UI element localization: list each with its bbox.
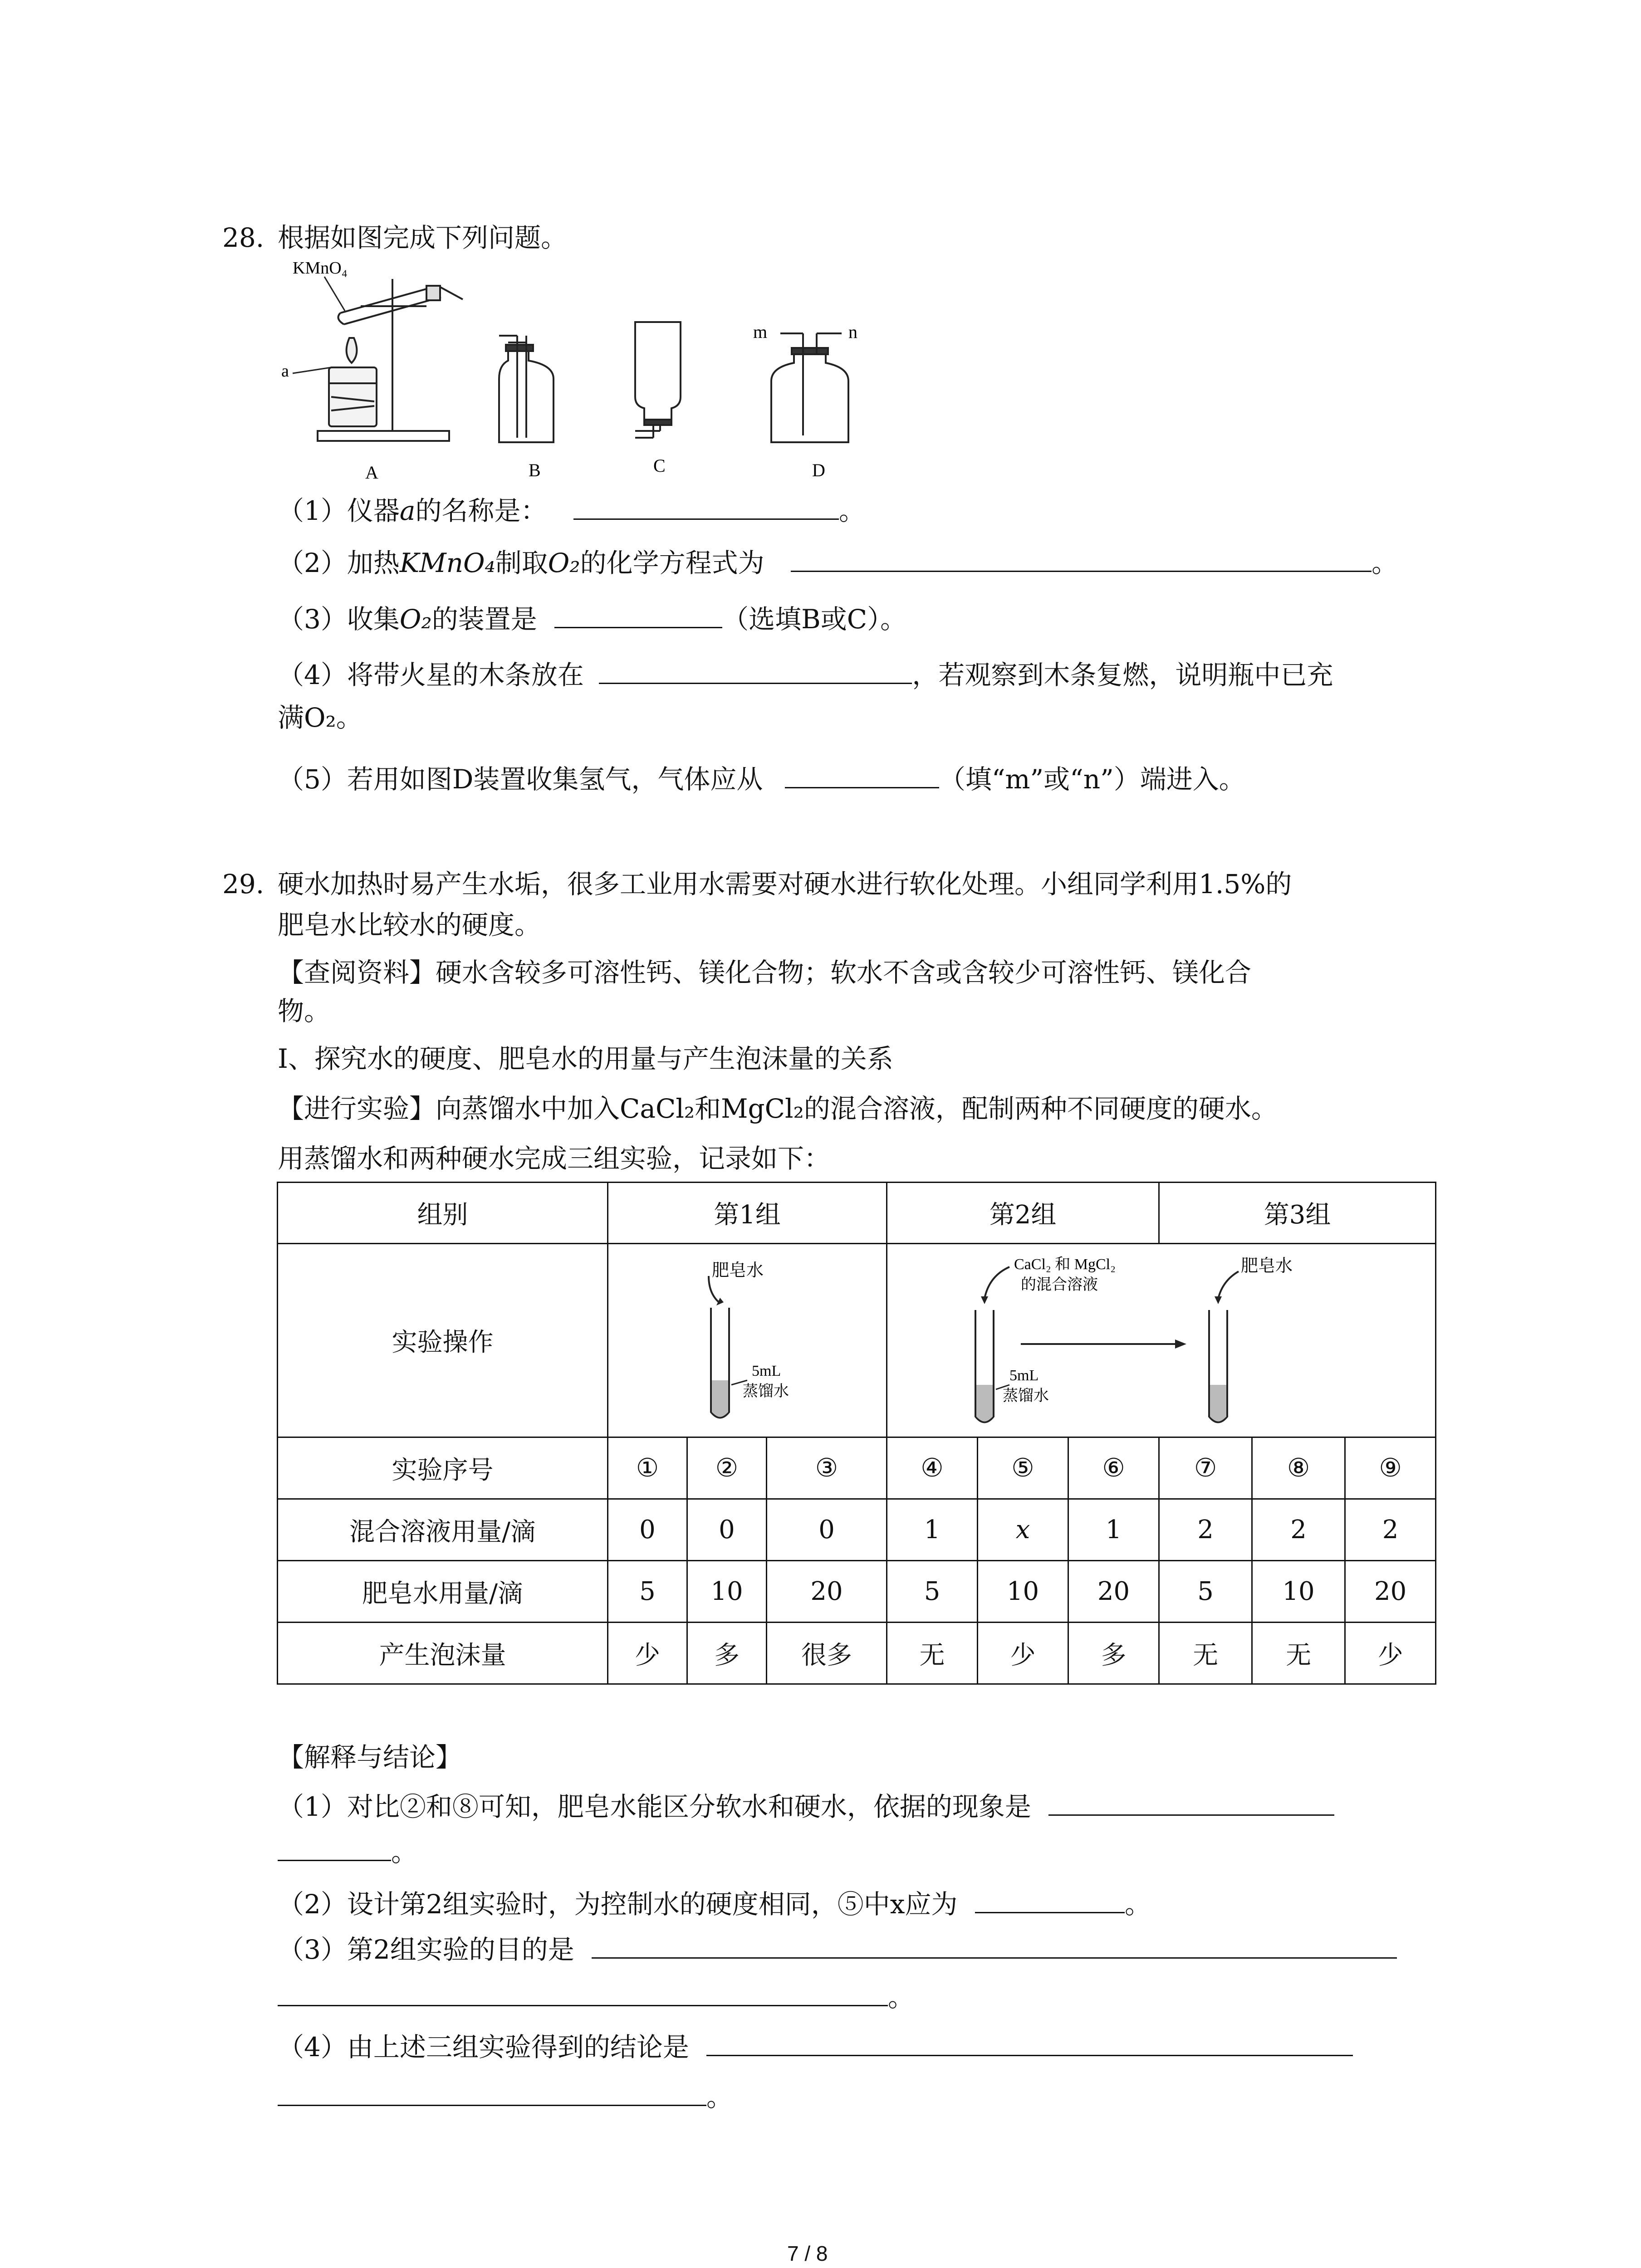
- q28-item-4-cont: 满O₂。: [278, 702, 362, 733]
- q29-conclusion-3-cont: 。: [278, 1982, 914, 2010]
- cell: 1: [887, 1499, 978, 1561]
- operation-group-1: [608, 1244, 887, 1437]
- cell: 10: [687, 1561, 767, 1623]
- cell: 2: [1252, 1499, 1345, 1561]
- apparatus-a: [318, 279, 463, 441]
- cell: 多: [1068, 1623, 1159, 1684]
- apparatus-d: [771, 333, 848, 442]
- cell: ②: [687, 1437, 767, 1499]
- instrument-a-label: a: [281, 362, 289, 381]
- cell: ⑧: [1252, 1437, 1345, 1499]
- cell: 0: [608, 1499, 687, 1561]
- cell: 5: [1159, 1561, 1252, 1623]
- cell: 20: [1345, 1561, 1436, 1623]
- operation-group-2-3: [887, 1244, 1436, 1437]
- q29-conclusion-4: （4）由上述三组实验得到的结论是: [278, 2032, 1353, 2060]
- q28-item-1: （1）仪器a的名称是： 。: [278, 495, 865, 526]
- q29-number: 29.: [222, 869, 265, 899]
- q29-conclusion-3: （3）第2组实验的目的是: [278, 1935, 1397, 1963]
- blank-c1[interactable]: [1048, 1792, 1334, 1816]
- cell-x: x: [978, 1499, 1068, 1561]
- experiment-table: [277, 1182, 1436, 1685]
- blank-2[interactable]: [791, 548, 1372, 572]
- cell: ⑨: [1345, 1437, 1436, 1499]
- q29-conclusion-4-cont: 。: [278, 2082, 733, 2110]
- cell: 0: [687, 1499, 767, 1561]
- cell: ⑤: [978, 1437, 1068, 1499]
- cell: ⑥: [1068, 1437, 1159, 1499]
- q28-apparatus-figure: [281, 261, 926, 490]
- q29-conclusion-1: （1）对比②和⑧可知，肥皂水能区分软水和硬水，依据的现象是: [278, 1792, 1334, 1820]
- cell: 10: [1252, 1561, 1345, 1623]
- blank-c4[interactable]: [706, 2032, 1353, 2056]
- q28-item-5: （5）若用如图D装置收集氢气，气体应从 （填“m”或“n”）端进入。: [278, 764, 1245, 795]
- cell: 少: [978, 1623, 1068, 1684]
- cell: 20: [1068, 1561, 1159, 1623]
- q29-experiment: 【进行实验】向蒸馏水中加入CaCl₂和MgCl₂的混合溶液，配制两种不同硬度的硬水。: [278, 1093, 1278, 1124]
- svg-text:5mL: 5mL: [752, 1363, 781, 1379]
- blank-5[interactable]: [785, 764, 939, 788]
- blank-3[interactable]: [554, 604, 722, 628]
- cell: 5: [887, 1561, 978, 1623]
- svg-text:蒸馏水: 蒸馏水: [743, 1383, 789, 1400]
- row-label-soap: 肥皂水用量/滴: [278, 1561, 608, 1623]
- apparatus-b: [499, 336, 554, 442]
- row-label-seq: 实验序号: [278, 1437, 608, 1499]
- cell: 0: [767, 1499, 887, 1561]
- header-group-3: 第3组: [1159, 1183, 1436, 1244]
- apparatus-c: [635, 322, 681, 438]
- row-label-mix: 混合溶液用量/滴: [278, 1499, 608, 1561]
- caption-c: C: [653, 455, 666, 476]
- row-label-foam: 产生泡沫量: [278, 1623, 608, 1684]
- q29-reference-2: 物。: [278, 996, 331, 1026]
- cell: 2: [1159, 1499, 1252, 1561]
- page-number: 7 / 8: [787, 2242, 828, 2265]
- q29-part-1: Ⅰ、探究水的硬度、肥皂水的用量与产生泡沫量的关系: [278, 1043, 893, 1074]
- group-2-3-diagram: [889, 1244, 1434, 1430]
- cell: 20: [767, 1561, 887, 1623]
- svg-text:CaCl₂ 和 MgCl₂: CaCl₂ 和 MgCl₂: [1014, 1256, 1116, 1273]
- port-m-label: m: [753, 322, 768, 342]
- cell: 很多: [767, 1623, 887, 1684]
- blank-c4b[interactable]: [278, 2082, 706, 2106]
- q28-item-4: （4）将带火星的木条放在 ，若观察到木条复燃，说明瓶中已充: [278, 660, 1333, 690]
- group-1-diagram: [611, 1244, 883, 1430]
- blank-4[interactable]: [599, 660, 912, 684]
- q28-item-3: （3）收集O₂的装置是 （选填B或C）。: [278, 604, 907, 635]
- operation-label: 实验操作: [278, 1244, 608, 1437]
- cell: 少: [608, 1623, 687, 1684]
- cell: 1: [1068, 1499, 1159, 1561]
- q29-conclusion-2: （2）设计第2组实验时，为控制水的硬度相同，⑤中x应为 。: [278, 1889, 1151, 1920]
- svg-text:肥皂水: 肥皂水: [1240, 1256, 1293, 1276]
- q29-conclusion-title: 【解释与结论】: [278, 1742, 462, 1773]
- blank-c1b[interactable]: [278, 1837, 391, 1861]
- q28-stem: 根据如图完成下列问题。: [278, 222, 568, 253]
- cell: ③: [767, 1437, 887, 1499]
- header-group-2: 第2组: [887, 1183, 1159, 1244]
- q28-item-2: （2）加热KMnO₄制取O₂的化学方程式为 。: [278, 547, 1398, 578]
- blank-c2[interactable]: [975, 1889, 1125, 1913]
- header-group-1: 第1组: [608, 1183, 887, 1244]
- cell: 无: [1159, 1623, 1252, 1684]
- cell: 无: [887, 1623, 978, 1684]
- caption-d: D: [812, 460, 825, 480]
- reagent-label: KMnO₄: [293, 261, 348, 278]
- blank-c3b[interactable]: [278, 1982, 888, 2006]
- cell: 无: [1252, 1623, 1345, 1684]
- cell: 多: [687, 1623, 767, 1684]
- cell: 少: [1345, 1623, 1436, 1684]
- header-group: 组别: [278, 1183, 608, 1244]
- svg-text:蒸馏水: 蒸馏水: [1002, 1388, 1049, 1404]
- cell: ①: [608, 1437, 687, 1499]
- cell: ⑦: [1159, 1437, 1252, 1499]
- q29-conclusion-1-cont: 。: [278, 1837, 417, 1865]
- port-n-label: n: [848, 322, 857, 342]
- svg-text:肥皂水: 肥皂水: [712, 1261, 764, 1280]
- cell: 2: [1345, 1499, 1436, 1561]
- q28-number: 28.: [222, 222, 265, 253]
- caption-b: B: [529, 460, 541, 480]
- svg-text:的混合溶液: 的混合溶液: [1020, 1276, 1098, 1293]
- q29-stem-1: 硬水加热时易产生水垢，很多工业用水需要对硬水进行软化处理。小组同学利用1.5%的: [278, 869, 1292, 899]
- svg-text:5mL: 5mL: [1009, 1367, 1038, 1384]
- q29-table-intro: 用蒸馏水和两种硬水完成三组实验，记录如下：: [278, 1143, 831, 1174]
- blank-c3[interactable]: [592, 1935, 1397, 1959]
- cell: 10: [978, 1561, 1068, 1623]
- cell: 5: [608, 1561, 687, 1623]
- caption-a: A: [365, 462, 378, 483]
- blank-1[interactable]: [573, 496, 839, 520]
- cell: ④: [887, 1437, 978, 1499]
- q29-stem-2: 肥皂水比较水的硬度。: [278, 909, 541, 940]
- q29-reference-1: 【查阅资料】硬水含较多可溶性钙、镁化合物；软水不含或含较少可溶性钙、镁化合: [278, 957, 1252, 988]
